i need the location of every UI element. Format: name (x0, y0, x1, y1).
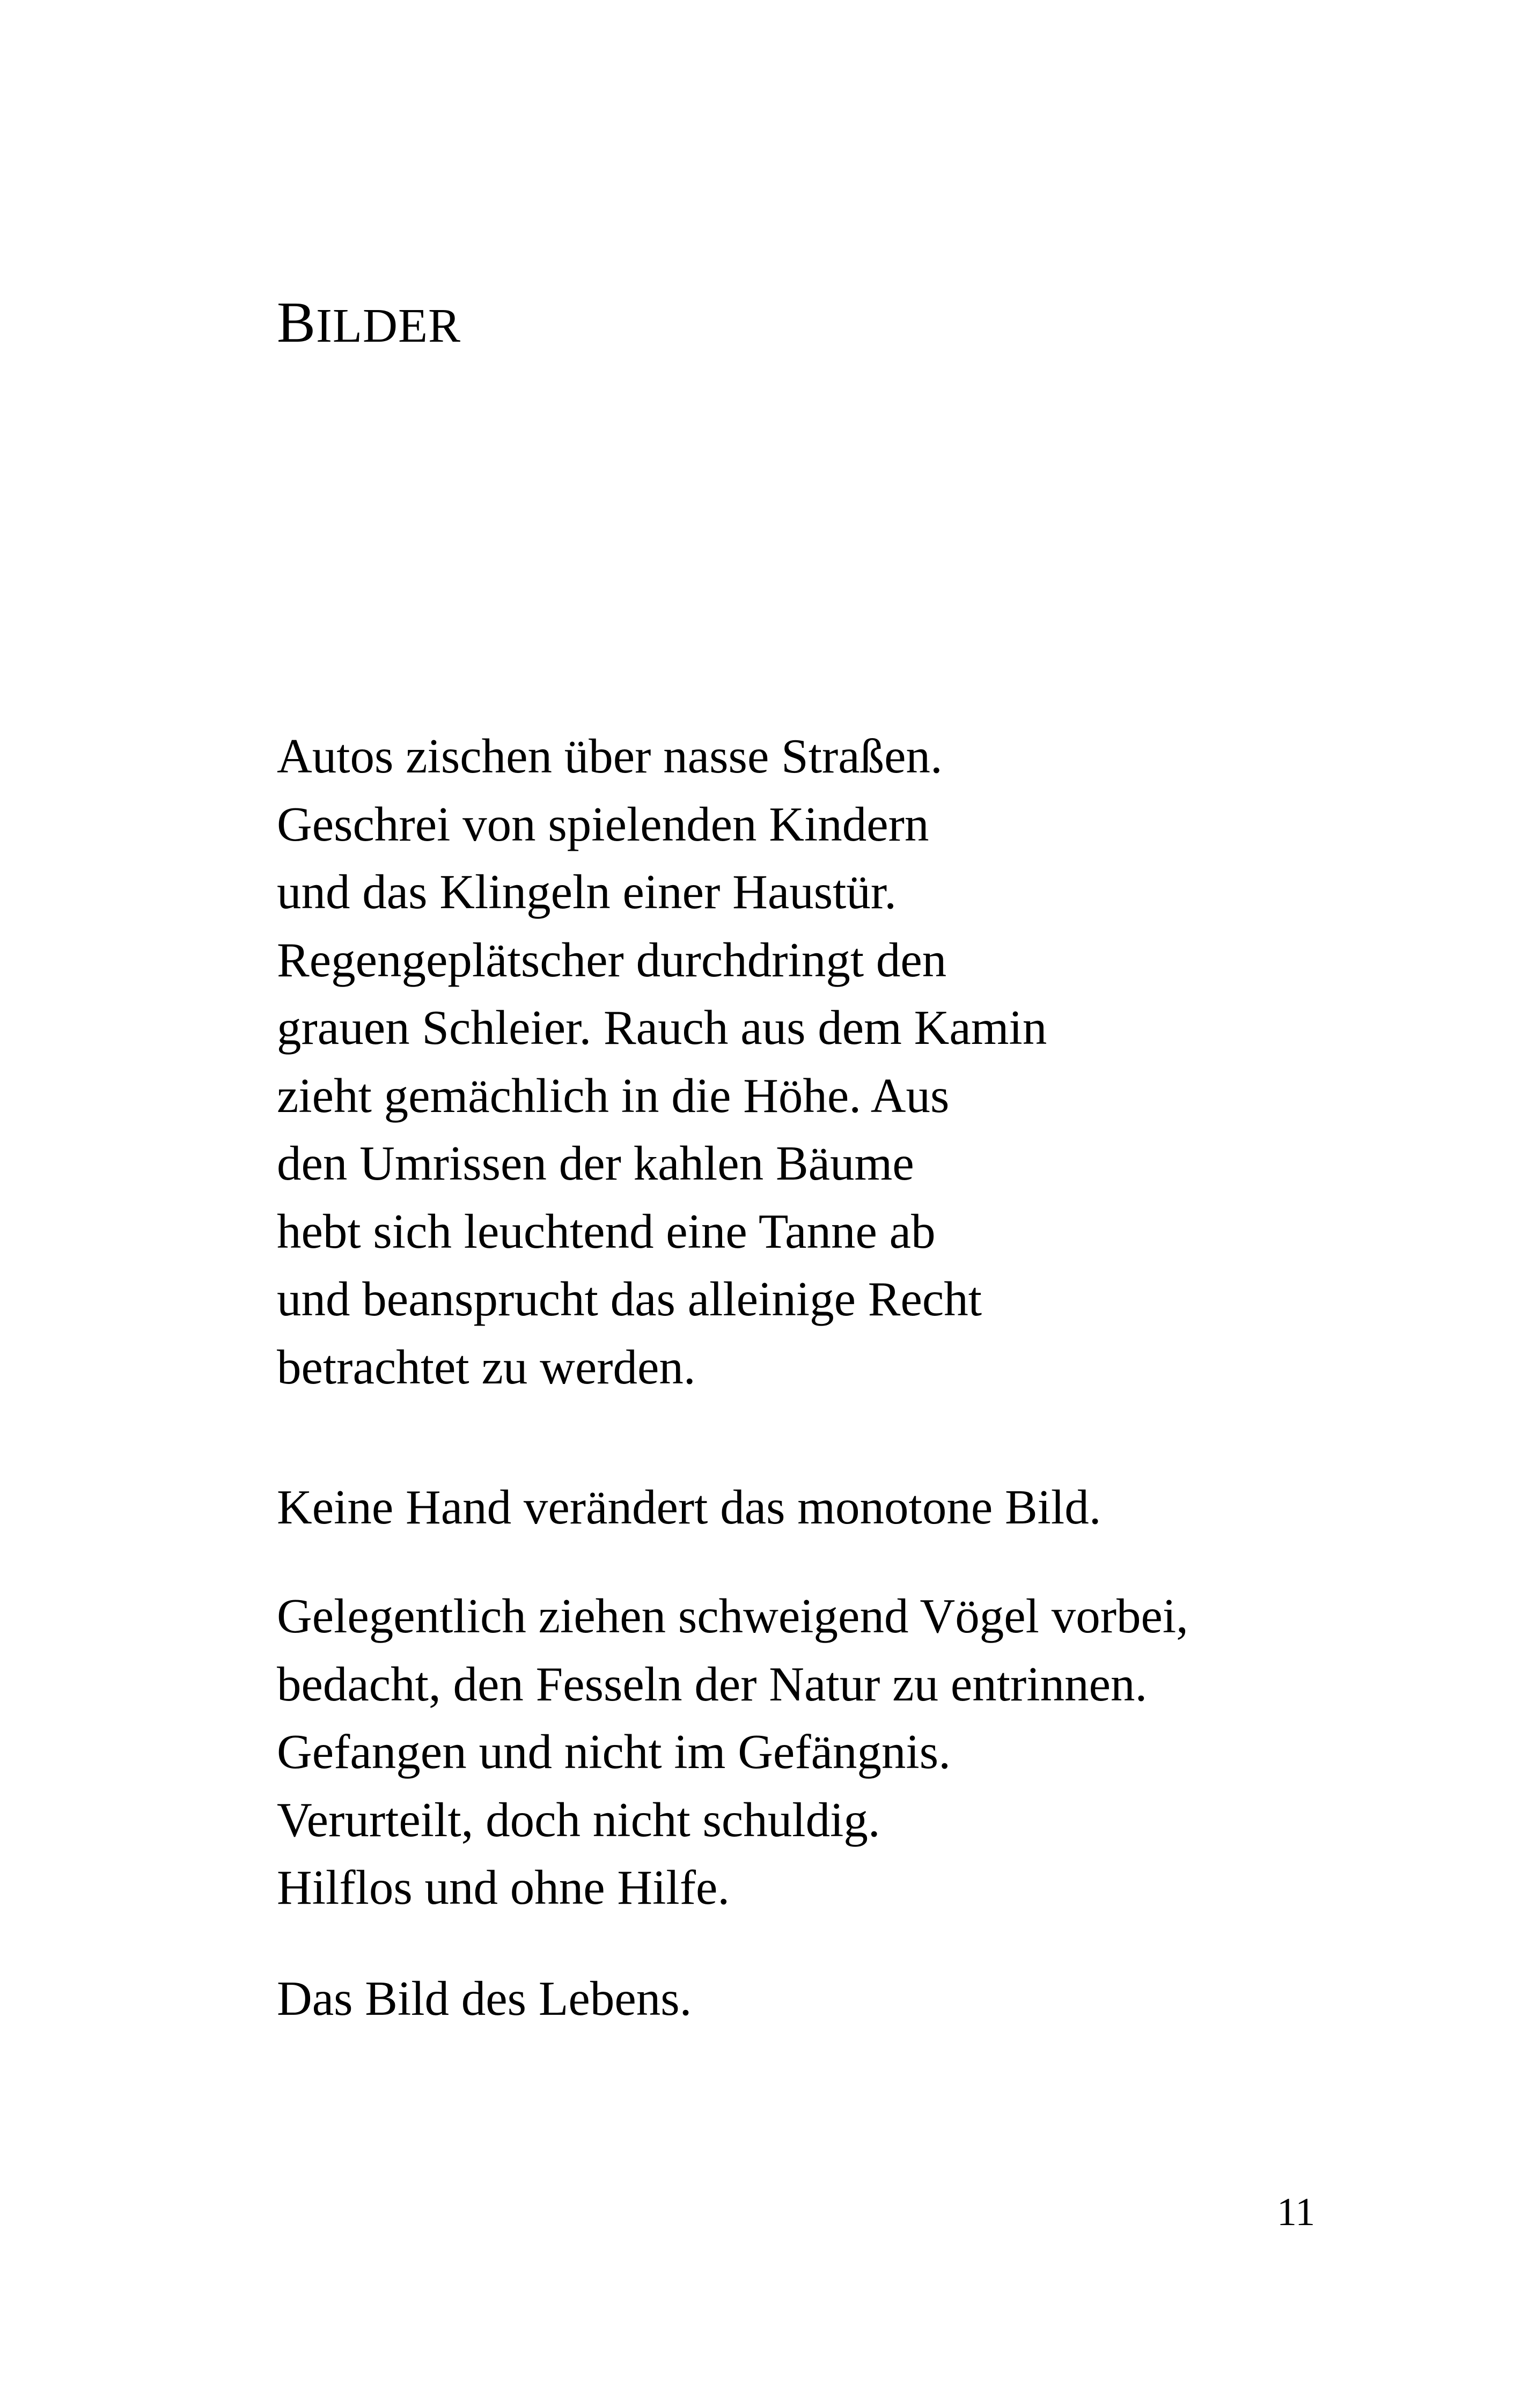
poem-line: hebt sich leuchtend eine Tanne ab (277, 1204, 936, 1258)
poem-title (277, 291, 461, 355)
poem-line: zieht gemächlich in die Höhe. Aus (277, 1068, 950, 1123)
stanza-3 (277, 1582, 1188, 1922)
stanza-2 (277, 1474, 1101, 1542)
page-number: 11 (1277, 2190, 1316, 2234)
stanza-1 (277, 723, 1047, 1401)
poem-line: den Umrissen der kahlen Bäume (277, 1136, 914, 1190)
poem-title-rest: ILDER (316, 299, 461, 352)
poem-line: grauen Schleier. Rauch aus dem Kamin (277, 1000, 1047, 1055)
poem-line: Hilflos und ohne Hilfe. (277, 1860, 730, 1914)
stanza-4 (277, 1965, 692, 2033)
poem-line: Geschrei von spielenden Kindern (277, 797, 929, 851)
poem-line: betrachtet zu werden. (277, 1339, 696, 1394)
poem-line: Keine Hand verändert das monotone Bild. (277, 1480, 1101, 1534)
poem-line: bedacht, den Fesseln der Natur zu entrinnen. (277, 1656, 1148, 1711)
poem-line: Autos zischen über nasse Straßen. (277, 729, 943, 783)
poem-line: und beansprucht das alleinige Recht (277, 1272, 982, 1326)
poem-line: Regengeplätscher durchdringt den (277, 932, 947, 987)
poem-line: Verurteilt, doch nicht schuldig. (277, 1792, 880, 1847)
poem-line: Das Bild des Lebens. (277, 1971, 692, 2026)
poem-line: Gelegentlich ziehen schweigend Vögel vorbei, (277, 1589, 1188, 1643)
poem-line: Gefangen und nicht im Gefängnis. (277, 1725, 951, 1779)
poem-line: und das Klingeln einer Haustür. (277, 865, 897, 919)
poem-title-initial: B (277, 291, 317, 355)
